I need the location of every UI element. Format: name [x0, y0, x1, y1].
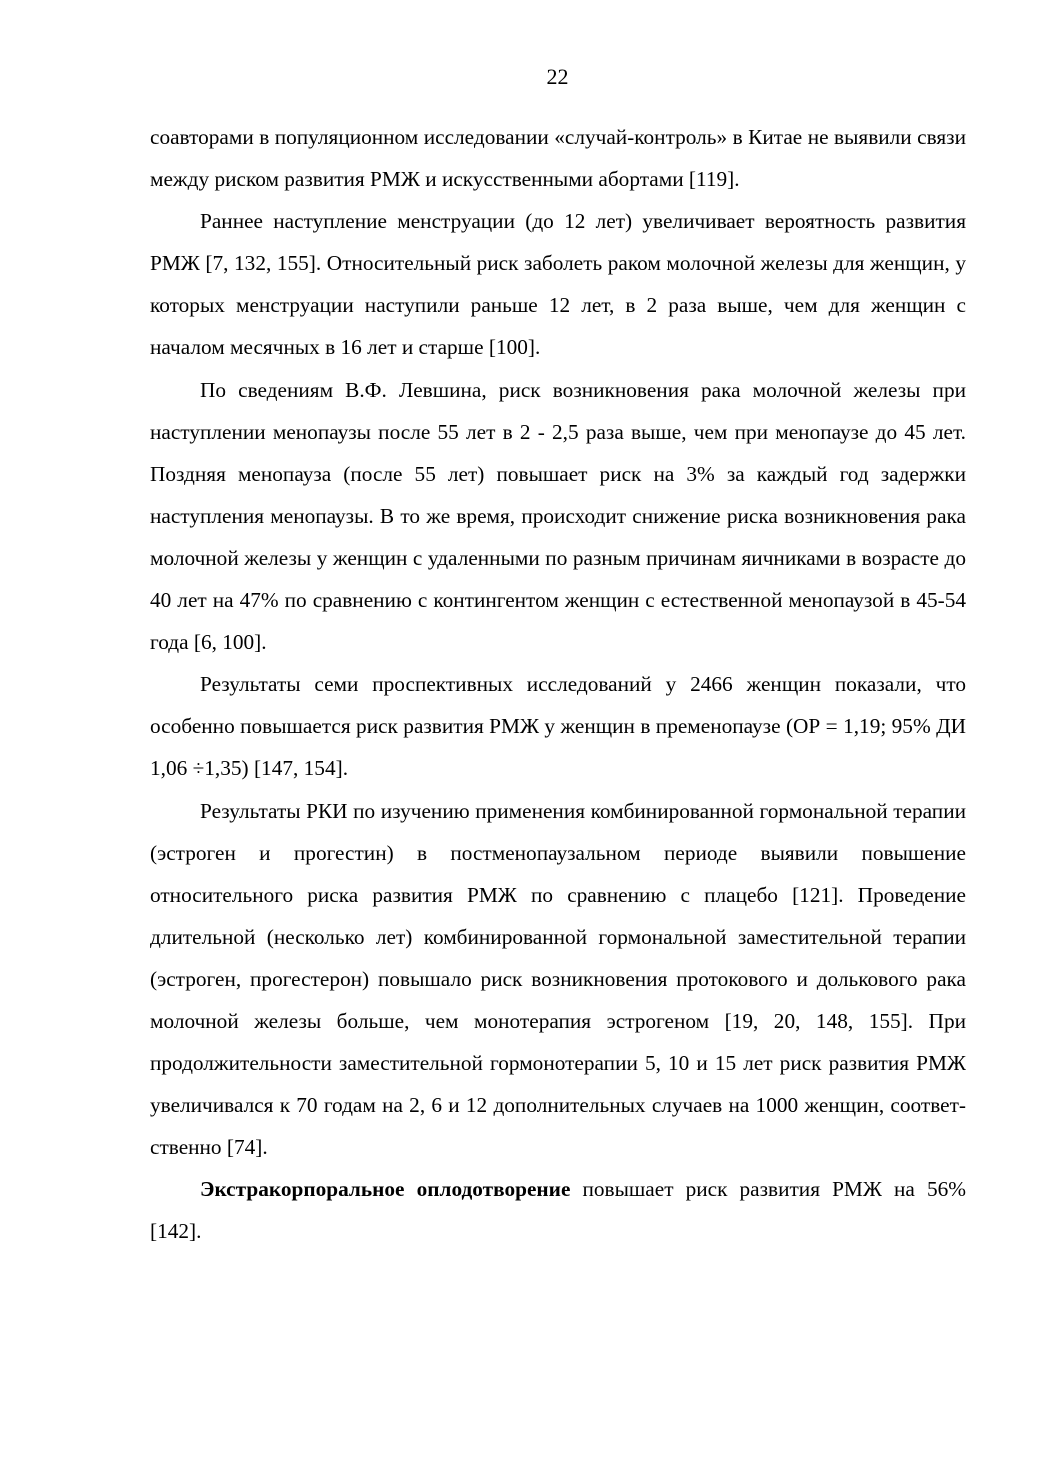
page-number: 22: [546, 64, 569, 89]
paragraph-5: Результаты РКИ по изучению применения комбинированной гормональной терапии (эстроген и прогестин) в постменопаузальном периоде выявили повышение относительного риска развития РМЖ по сравнению с плацебо [121]. Проведение длительной (несколько лет) комбинированной гормональной заместительной терапии (эстроген, прогестерон) повышало риск возникновения протокового и долькового рака молочной железы больше, чем монотерапия эстрогеном [19, 20, 148, 155]. При продолжительности заместительной гормонотерапии 5, 10 и 15 лет риск развития РМЖ увеличивался к 70 годам на 2, 6 и 12 дополнительных случаев на 1000 женщин, соответственно [74].: [150, 798, 966, 1160]
paragraph-4: Результаты семи проспективных исследований у 2466 женщин показали, что особенно повышается риск развития РМЖ у женщин в пременопаузе (ОР = 1,19; 95% ДИ 1,06 ÷1,35) [147, 154].: [150, 672, 966, 781]
bold-term: Экстракорпоральное оплодотворение: [200, 1177, 571, 1202]
paragraph-6-text: повышает риск развития РМЖ на 56% [142].: [150, 1177, 967, 1244]
paragraph-2: Раннее наступление менструации (до 12 лет) увеличивает вероятность развития РМЖ [7, 132, 155]. Относительный риск заболеть раком молочной железы для женщин, у которых менструации наступили раньше 12 лет, в 2 раза выше, чем для женщин с началом месячных в 16 лет и старше [100].: [150, 209, 966, 360]
paragraph-6: [150, 1168, 966, 1252]
paragraph-1: соавторами в популяционном исследовании «случай-контроль» в Китае не выявили связи между риском развития РМЖ и искусственными абортами [119].: [150, 125, 966, 192]
document-body: [150, 116, 966, 1253]
paragraph-3: По сведениям В.Ф. Левшина, риск возникновения рака молочной железы при наступлении менопаузы после 55 лет в 2 - 2,5 раза выше, чем при менопаузе до 45 лет. Поздняя менопауза (после 55 лет) повышает риск на 3% за каждый год задержки наступления менопаузы. В то же время, происходит снижение риска возникновения рака молочной железы у женщин с удаленными по разным причинам яичниками в возрасте до 40 лет на 47% по сравнению с контингентом женщин с естественной менопаузой в 45-54 года [6, 100].: [150, 377, 966, 655]
